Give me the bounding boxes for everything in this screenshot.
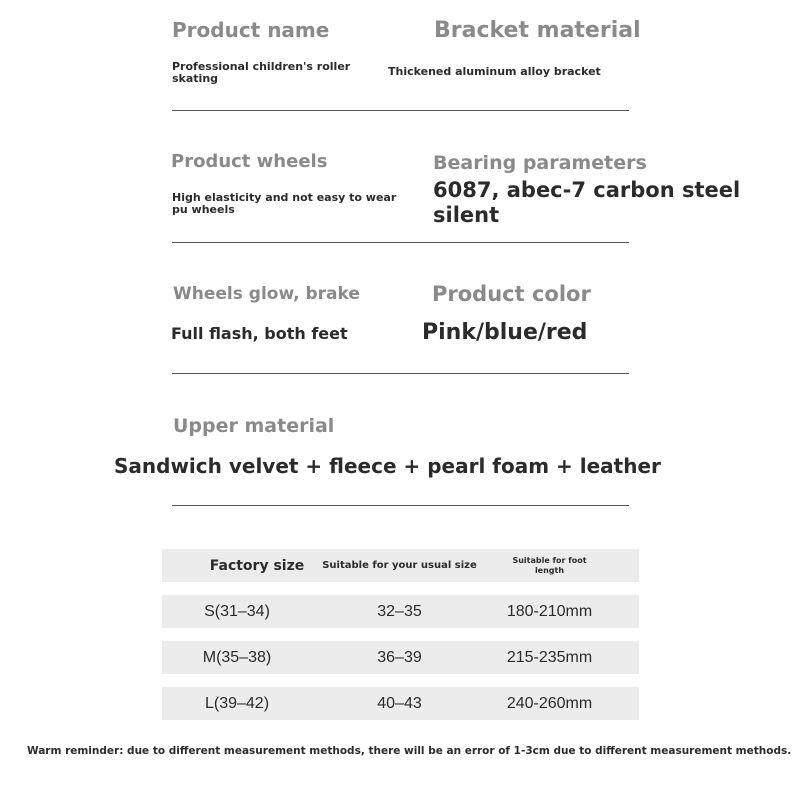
table-row <box>162 641 639 674</box>
table-row <box>162 687 639 720</box>
factory-size-cell: L(39–42) <box>204 694 270 712</box>
factory-size-cell: M(35–38) <box>202 648 272 666</box>
table-row <box>162 595 639 628</box>
upper-material-label: Upper material <box>173 415 335 437</box>
factory-size-cell: S(31–34) <box>204 602 270 620</box>
warm-reminder: Warm reminder: due to different measurement methods, there will be an error of 1-3cm due to different measurement methods. <box>27 745 792 757</box>
usual-size-cell: 32–35 <box>377 602 422 620</box>
bearing-parameters-label: Bearing parameters <box>433 152 647 174</box>
product-wheels-label: Product wheels <box>171 151 328 172</box>
divider-3 <box>172 373 629 374</box>
product-color-value: Pink/blue/red <box>422 320 588 345</box>
bearing-parameters-value: 6087, abec-7 carbon steel silent <box>433 178 741 227</box>
table-header-row <box>162 549 639 582</box>
usual-size-cell: 40–43 <box>377 694 422 712</box>
bracket-material-value: Thickened aluminum alloy bracket <box>388 65 601 78</box>
foot-length-cell: 215-235mm <box>506 648 593 666</box>
product-name-value: Professional children's roller skating <box>172 60 351 85</box>
foot-length-cell: 180-210mm <box>506 602 593 620</box>
header-foot-length: Suitable for foot length <box>512 555 587 575</box>
wheels-glow-value: Full flash, both feet <box>171 324 348 343</box>
divider-2 <box>172 242 629 243</box>
foot-length-cell: 240-260mm <box>506 694 593 712</box>
header-usual-size: Suitable for your usual size <box>322 560 477 571</box>
divider-4 <box>172 505 629 506</box>
usual-size-cell: 36–39 <box>377 648 422 666</box>
product-wheels-value: High elasticity and not easy to wear pu wheels <box>172 191 397 216</box>
bracket-material-label: Bracket material <box>434 18 641 43</box>
wheels-glow-label: Wheels glow, brake <box>173 284 360 304</box>
upper-material-value: Sandwich velvet + fleece + pearl foam + leather <box>114 454 661 478</box>
divider-1 <box>172 110 629 111</box>
product-name-label: Product name <box>172 18 330 42</box>
header-factory-size: Factory size <box>209 557 305 574</box>
product-color-label: Product color <box>432 282 591 306</box>
